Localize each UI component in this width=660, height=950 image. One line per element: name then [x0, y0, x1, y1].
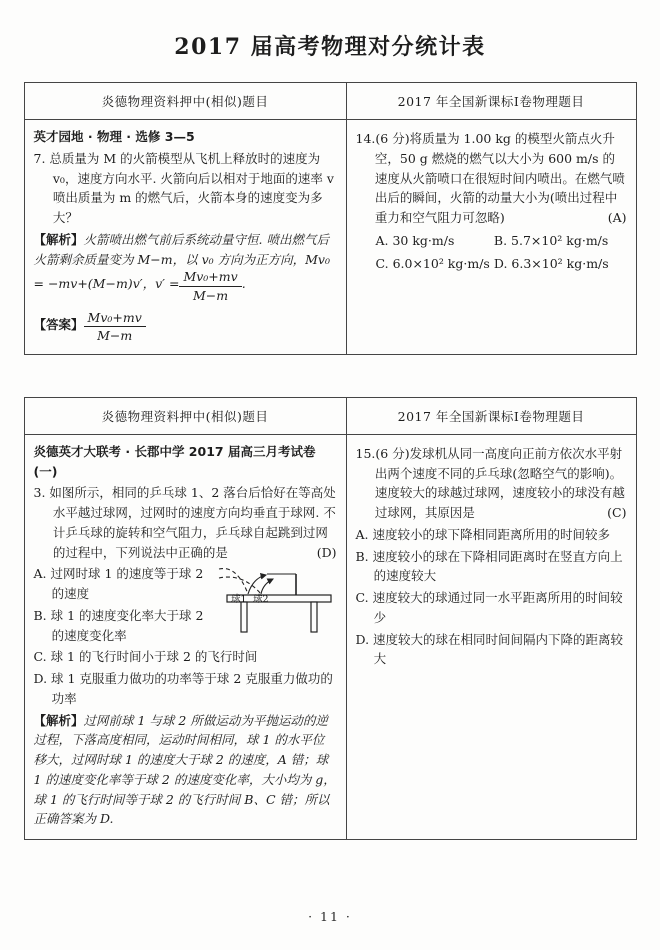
ball1-label: 球1 — [230, 594, 247, 606]
option-a: A. 速度较小的球下降相同距离所用的时间较多 — [355, 526, 610, 542]
trajectory-ball1 — [219, 569, 248, 594]
answer-mark: (C) — [607, 505, 627, 520]
answer-mark: (A) — [607, 210, 627, 225]
option-d: D. 6.3×10² kg·m/s — [493, 255, 609, 271]
options-grid — [376, 231, 627, 274]
option-d: D. 速度较大的球在相同时间间隔内下降的距离较大 — [355, 631, 624, 667]
fraction-denominator: M−m — [97, 328, 133, 344]
question-3 — [34, 483, 337, 562]
option-c: C. 球 1 的飞行时间小于球 2 的飞行时间 — [33, 649, 258, 665]
fraction-numerator: Mv₀+mv — [179, 269, 241, 287]
option-c: C. 6.0×10² kg·m/s — [375, 255, 490, 271]
analysis-paragraph — [34, 230, 337, 304]
fraction-denominator: M−m — [193, 287, 229, 303]
option-b: B. 5.7×10² kg·m/s — [493, 232, 609, 248]
question-number: 7. — [33, 150, 46, 166]
question-number: 15. — [355, 445, 376, 461]
table1-header-right: 2017 年全国新课标Ⅰ卷物理题目 — [346, 83, 636, 120]
analysis-label: 【解析】 — [33, 231, 84, 247]
analysis-paragraph — [34, 711, 337, 830]
table-leg-left — [241, 602, 247, 632]
question-7 — [34, 149, 337, 228]
question-14 — [356, 129, 627, 228]
source-line: 炎德英才大联考 · 长郡中学 2017 届高三月考试卷(一) — [33, 443, 316, 479]
answer-fraction — [84, 310, 146, 344]
bounce-arrow-ball2 — [261, 579, 273, 594]
question-text: 如图所示，相同的乒乓球 1、2 落台后恰好在等高处水平越过球网，过网时的速度方向均垂直于球网. 不计乒乓球的旋转和空气阻力，乒乓球自起跳到过网的过程中，下列说法中正确的是 — [49, 485, 336, 560]
fraction — [179, 269, 241, 303]
table2-header-right: 2017 年全国新课标Ⅰ卷物理题目 — [346, 397, 636, 434]
pingpong-figure — [217, 564, 337, 642]
analysis-label: 【解析】 — [33, 712, 84, 728]
answer-mark: (D) — [316, 544, 337, 560]
fraction-numerator: Mv₀+mv — [84, 310, 146, 328]
table2-left-cell — [24, 434, 346, 839]
trajectory-ball2 — [219, 577, 261, 594]
table2-header-left: 炎德物理资料押中(相似)题目 — [24, 397, 346, 434]
source-line: 英才园地 · 物理 · 选修 3—5 — [33, 129, 195, 144]
option-b: B. 球 1 的速度变化率大于球 2 的速度变化率 — [33, 607, 204, 643]
page-number: · 11 · — [308, 909, 352, 924]
comparison-table-2 — [24, 397, 637, 840]
option-a: A. 过网时球 1 的速度等于球 2 的速度 — [33, 566, 204, 601]
option-a: A. 30 kg·m/s — [375, 232, 455, 248]
ball2-label: 球2 — [252, 594, 269, 606]
bounce-arrow-ball1 — [248, 575, 266, 594]
analysis-text-end: . — [241, 276, 246, 291]
analysis-text: 过网前球 1 与球 2 所做运动为平抛运动的逆过程，下落高度相同，运动时间相同，球 1 的水平位移大，过网时球 1 的速度大于球 2 的速度，A 错；球 1 的速度变化率等于球 2 的速度变化率，大小均为 g，球 1 的飞行时间等于球 2 的飞行时间 B、C 错；所以正确答案为 D. — [33, 712, 336, 827]
table1-right-cell — [346, 120, 636, 355]
question-text: (6 分)发球机从同一高度向正前方依次水平射出两个速度不同的乒乓球(忽略空气的影响)。速度较大的球越过球网，速度较小的球没有越过球网，其原因是 — [374, 445, 625, 520]
option-c: C. 速度较大的球通过同一水平距离所用的时间较少 — [355, 590, 623, 625]
question-15 — [356, 444, 627, 523]
option-b: B. 速度较小的球在下降相同距离时在竖直方向上的速度较大 — [355, 548, 623, 584]
question-text: 总质量为 M 的火箭模型从飞机上释放时的速度为 v₀，速度方向水平. 火箭向后以相对于地面的速率 v 喷出质量为 m 的燃气后，火箭本身的速度变为多大？ — [49, 150, 334, 225]
option-d: D. 球 1 克服重力做功的功率等于球 2 克服重力做功的功率 — [33, 671, 333, 706]
answer-label: 【答案】 — [33, 316, 84, 332]
table1-header-left: 炎德物理资料押中(相似)题目 — [24, 83, 346, 120]
question-number: 14. — [355, 131, 376, 146]
pingpong-table-diagram — [217, 564, 337, 636]
table-leg-right — [311, 602, 317, 632]
question-text: (6 分)将质量为 1.00 kg 的模型火箭点火升空，50 g 燃烧的燃气以大小为 600 m/s 的速度从火箭喷口在很短时间内喷出。在燃气喷出后的瞬间，火箭的动量大小为(喷出过程中重力和空气阻力可忽略) — [374, 131, 625, 225]
analysis-text: 火箭喷出燃气前后系统动量守恒. 喷出燃气后火箭剩余质量变为 M−m，以 v₀ 方向为正方向，Mv₀ = −mv+(M−m)v′，v′ = — [33, 231, 330, 291]
page-title: 2017 届高考物理对分统计表 — [174, 34, 486, 60]
table2-right-cell — [346, 434, 636, 839]
table1-left-cell — [24, 120, 346, 355]
comparison-table-1 — [24, 82, 637, 355]
question-number: 3. — [33, 485, 46, 501]
answer-paragraph — [34, 310, 337, 344]
